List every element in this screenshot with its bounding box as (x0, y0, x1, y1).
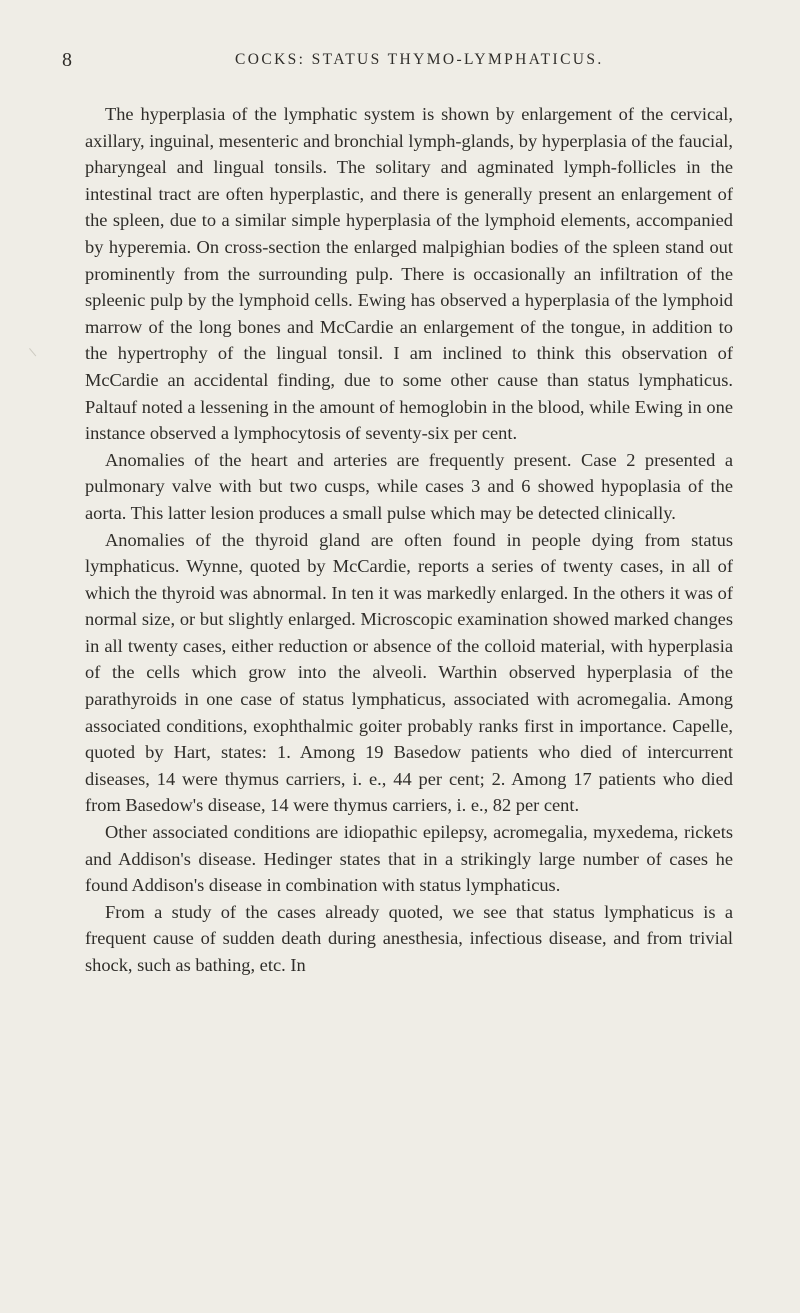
paragraph-heart-anomalies: Anomalies of the heart and arteries are frequently present. Case 2 presented a pulmonary valve with but two cusps, while cases 3 and 6 showed hypoplasia of the aorta. This latter lesion produces a small pulse which may be detected clinically. (85, 449, 733, 523)
page-number: 8 (62, 49, 73, 71)
paragraph-thyroid-anomalies: Anomalies of the thyroid gland are often found in people dying from status lymphaticus. Wynne, quoted by McCardie, reports a series of twenty cases, in all of which the thyroid was abnormal. In ten it was markedly enlarged. In the others it was of normal size, or but slightly enlarged. Microscopic examination showed marked changes in all twenty cases, either reduction or absence of the colloid material, with hyperplasia of the cells which grow into the alveoli. Warthin observed hyperplasia of the parathyroids in one case of status lymphaticus, associated with acromegalia. Among associated conditions, exophthalmic goiter probably ranks first in importance. Capelle, quoted by Hart, states: 1. Among 19 Basedow patients who died of intercurrent diseases, 14 were thymus carriers, i. e., 44 per cent; 2. Among 17 patients who died from Basedow's disease, 14 were thymus carriers, i. e., 82 per cent. (85, 529, 733, 816)
paragraph-lymphatic-hyperplasia: The hyperplasia of the lymphatic system is shown by enlargement of the cervical, axillary, inguinal, mesenteric and bronchial lymph-glands, by hyperplasia of the faucial, pharyngeal and lingual tonsils. The solitary and agminated lymph-follicles in the intestinal tract are often hyperplastic, and there is generally present an enlargement of the spleen, due to a similar simple hyperplasia of the lymphoid elements, accompanied by hyperemia. On cross-section the enlarged malpighian bodies of the spleen stand out prominently from the surrounding pulp. There is occasionally an infiltration of the spleenic pulp by the lymphoid cells. Ewing has observed a hyperplasia of the lymphoid marrow of the long bones and McCardie an enlargement of the tongue, in addition to the hypertrophy of the lingual tonsil. I am inclined to think this observation of McCardie an accidental finding, due to some other cause than status lymphaticus. Paltauf noted a lessening in the amount of hemoglobin in the blood, while Ewing in one instance observed a lymphocytosis of seventy-six per cent. (85, 104, 733, 444)
running-title: COCKS: STATUS THYMO-LYMPHATICUS. (235, 51, 604, 68)
paragraph-associated-conditions: Other associated conditions are idiopathic epilepsy, acromegalia, myxedema, rickets and Addison's disease. Hedinger states that in a strikingly large number of cases he found Addison's disease in combination with status lymphaticus. (85, 822, 733, 896)
paragraph-sudden-death: From a study of the cases already quoted, we see that status lymphaticus is a frequent cause of sudden death during anesthesia, infectious disease, and from trivial shock, such as bathing, etc. In (85, 901, 733, 975)
body-text (85, 101, 733, 979)
running-head (62, 49, 712, 73)
margin-mark (29, 342, 44, 357)
